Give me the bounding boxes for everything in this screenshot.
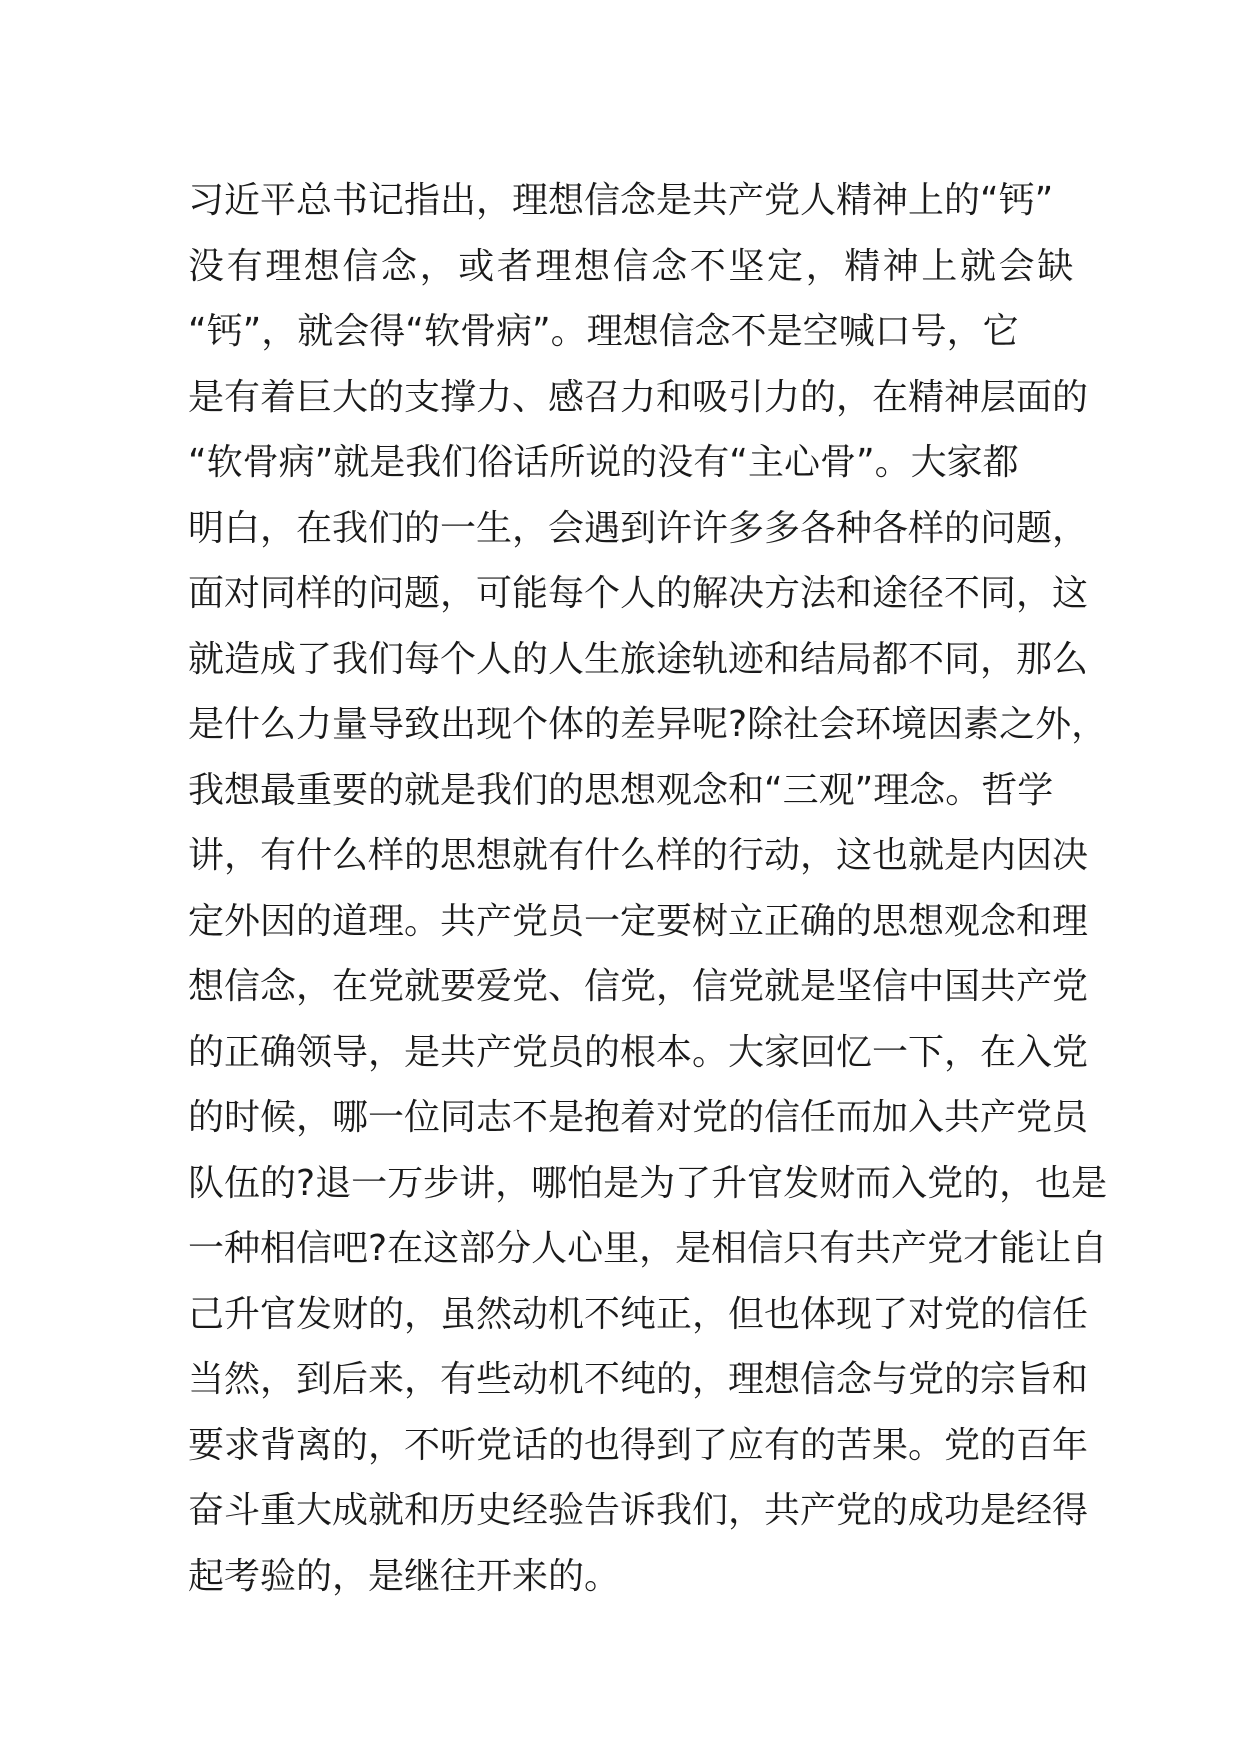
text-line: 奋斗重大成就和历史经验告诉我们，共产党的成功是经得 bbox=[188, 1490, 1089, 1531]
text-line: 想信念，在党就要爱党、信党，信党就是坚信中国共产党 bbox=[188, 966, 1089, 1007]
text-line: 要求背离的，不听党话的也得到了应有的苦果。党的百年 bbox=[188, 1424, 1089, 1466]
text-line: 面对同样的问题，可能每个人的解决方法和途径不同，这 bbox=[188, 573, 1089, 614]
text-line: 的正确领导，是共产党员的根本。大家回忆一下，在入党 bbox=[188, 1031, 1089, 1073]
text-line: 我想最重要的就是我们的思想观念和“三观”理念。哲学 bbox=[188, 769, 1054, 811]
text-line: 明白，在我们的一生，会遇到许许多多各种各样的问题， bbox=[188, 507, 1089, 549]
text-line: 己升官发财的，虽然动机不纯正，但也体现了对党的信任 bbox=[188, 1293, 1089, 1335]
text-line: 是什么力量导致出现个体的差异呢?除社会环境因素之外， bbox=[188, 704, 1108, 745]
text-line: 习近平总书记指出，理想信念是共产党人精神上的“钙” bbox=[188, 180, 1054, 221]
text-line: 定外因的道理。共产党员一定要树立正确的思想观念和理 bbox=[188, 900, 1089, 942]
text-line: 起考验的，是继往开来的。 bbox=[188, 1555, 621, 1597]
text-line: 队伍的?退一万步讲，哪怕是为了升官发财而入党的，也是 bbox=[188, 1162, 1108, 1204]
text-line: 就造成了我们每个人的人生旅途轨迹和结局都不同，那么 bbox=[188, 638, 1089, 680]
text-line: 没有理想信念，或者理想信念不坚定，精神上就会缺 bbox=[188, 245, 1076, 287]
text-line: 当然，到后来，有些动机不纯的，理想信念与党的宗旨和 bbox=[188, 1359, 1089, 1400]
text-line: “软骨病”就是我们俗话所说的没有“主心骨”。大家都 bbox=[188, 442, 1019, 483]
text-line: 是有着巨大的支撑力、感召力和吸引力的，在精神层面的 bbox=[188, 376, 1089, 418]
text-line: 的时候，哪一位同志不是抱着对党的信任而加入共产党员 bbox=[188, 1097, 1089, 1138]
body-paragraph bbox=[188, 168, 1108, 1609]
text-line: 讲，有什么样的思想就有什么样的行动，这也就是内因决 bbox=[188, 835, 1089, 876]
text-line: “钙”，就会得“软骨病”。理想信念不是空喊口号，它 bbox=[188, 311, 1019, 352]
text-line: 一种相信吧?在这部分人心里，是相信只有共产党才能让自 bbox=[188, 1228, 1108, 1269]
